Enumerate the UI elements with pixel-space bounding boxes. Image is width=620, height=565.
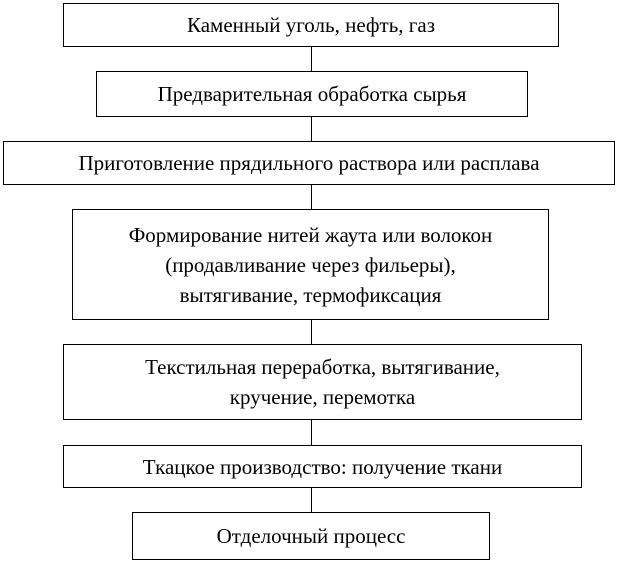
- step-text: [78, 148, 539, 178]
- step-text: [143, 452, 502, 482]
- step-raw-materials: [63, 3, 559, 47]
- step-line: кручение, перемотка: [229, 385, 416, 409]
- step-fiber-forming: [72, 209, 549, 320]
- step-line: Формирование нитей жаута или волокон: [128, 222, 493, 247]
- step-line: Приготовление прядильного раствора или расплава: [78, 151, 540, 175]
- step-line: вытягивание, термофиксация: [179, 282, 442, 307]
- connector-line: [311, 488, 312, 512]
- step-weaving: [63, 445, 582, 488]
- connector-line: [311, 420, 312, 445]
- step-textile-processing: [63, 344, 582, 420]
- step-line: (продавливание через фильеры),: [165, 252, 456, 277]
- step-text: [129, 220, 493, 310]
- step-line: Текстильная переработка, вытягивание,: [145, 355, 500, 379]
- step-preprocessing: [96, 71, 528, 117]
- step-line: Ткацкое производство: получение ткани: [142, 454, 503, 479]
- step-line: Каменный уголь, нефть, газ: [186, 13, 435, 37]
- step-text: [145, 352, 500, 412]
- step-spinning-solution: [3, 141, 615, 185]
- connector-line: [311, 185, 312, 209]
- connector-line: [311, 320, 312, 344]
- step-finishing: [132, 512, 490, 560]
- step-text: [158, 79, 467, 109]
- step-line: Предварительная обработка сырья: [157, 82, 467, 106]
- step-text: [217, 521, 406, 551]
- step-line: Отделочный процесс: [216, 524, 406, 548]
- connector-line: [311, 117, 312, 141]
- step-text: [187, 10, 435, 40]
- connector-line: [311, 47, 312, 71]
